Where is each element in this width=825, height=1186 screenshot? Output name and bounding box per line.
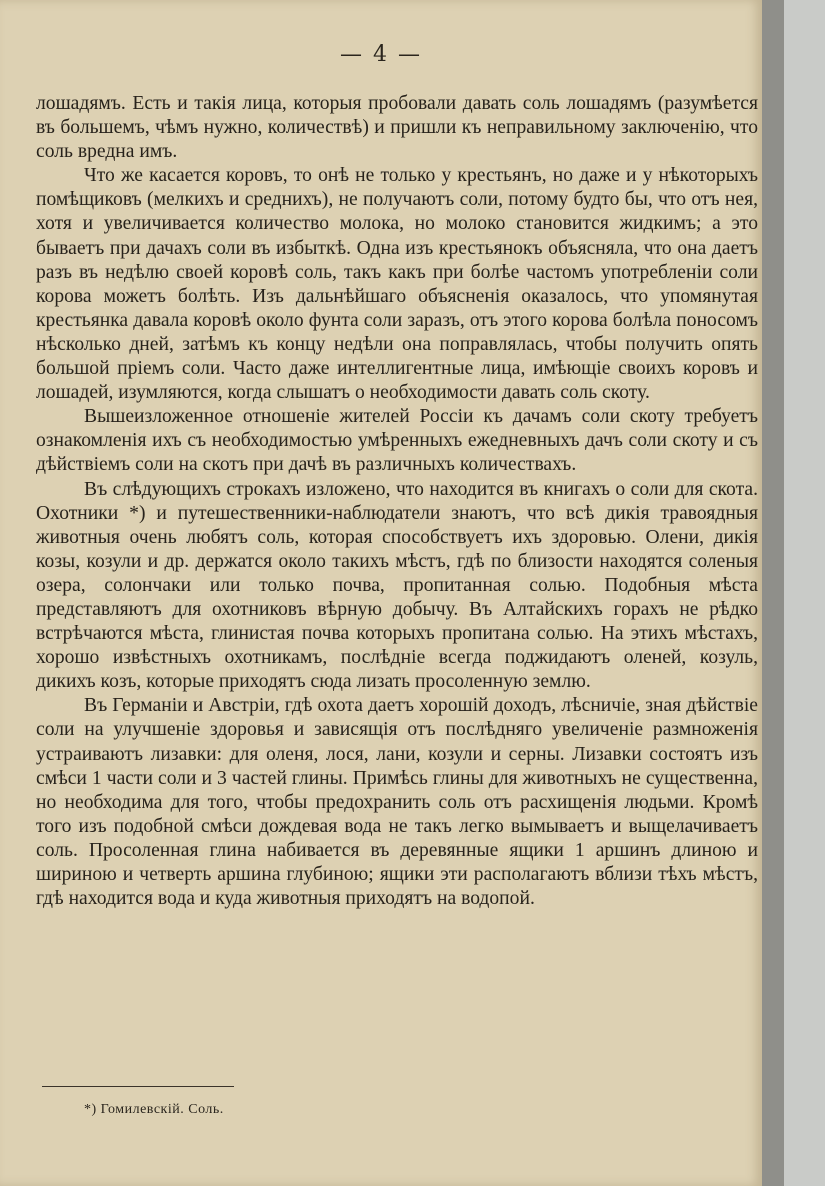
page-number: — 4 — bbox=[340, 42, 422, 67]
paragraph-continued: лошадямъ. Есть и такія лица, которыя пробовали давать соль лошадямъ (разумѣется въ большемъ, чѣмъ нужно, количествѣ) и пришли къ неправильному заключенію, что соль вредна имъ. bbox=[36, 93, 758, 163]
paragraph: Что же касается коровъ, то онѣ не только у крестьянъ, но даже и у нѣкоторыхъ помѣщиковъ (мелкихъ и среднихъ), не получаютъ соли, потому будто бы, что отъ нея, хотя и увеличивается количество молока, но молоко становится жидкимъ; а это бываетъ при дачахъ соли въ избыткѣ. Одна изъ крестьянокъ объясняла, что она даетъ разъ въ недѣлю своей коровѣ соль, такъ какъ при болѣе частомъ употребленіи соли корова можетъ болѣть. Изъ дальнѣйшаго объясненія оказалось, что упомянутая крестьянка давала коровѣ около фунта соли заразъ, отъ этого корова болѣла поносомъ нѣсколько дней, затѣмъ къ концу недѣли она поправлялась, чтобы получить опять большой пріемъ соли. Часто даже интеллигентные лица, имѣющіе своихъ коровъ и лошадей, изумляются, когда слышатъ о необходимости давать соль скоту. bbox=[36, 165, 758, 404]
paragraph: Въ слѣдующихъ строкахъ изложено, что находится въ книгахъ о соли для скота. Охотники *) и путешественники-наблюдатели знаютъ, что всѣ дикія травоядныя животныя очень любятъ соль, которая способствуетъ ихъ здоровью. Олени, дикія козы, козули и др. держатся около такихъ мѣстъ, гдѣ по близости находятся соленыя озера, солончаки или только почва, пропитанная солью. Подобныя мѣста представляютъ для охотниковъ вѣрную добычу. Въ Алтайскихъ горахъ не рѣдко встрѣчаются мѣста, глинистая почва которыхъ пропитана солью. На этихъ мѣстахъ, хорошо извѣстныхъ охотникамъ, послѣдніе всегда поджидаютъ оленей, козуль, дикихъ козъ, которые приходятъ сюда лизать просоленную землю. bbox=[36, 478, 758, 693]
footnote-divider bbox=[42, 1086, 234, 1087]
body-text bbox=[36, 92, 758, 911]
scanner-background bbox=[784, 0, 825, 1186]
page-edge-shadow bbox=[762, 0, 784, 1186]
paragraph: Въ Германіи и Австріи, гдѣ охота даетъ хорошій доходъ, лѣсничіе, зная дѣйствіе соли на улучшеніе здоровья и зависящія отъ послѣдняго увеличеніе размноженія устраиваютъ лизавки: для оленя, лося, лани, козули и серны. Лизавки состоятъ изъ смѣси 1 части соли и 3 частей глины. Примѣсь глины для животныхъ не существенна, но необходима для того, чтобы предохранить соль отъ расхищенія людьми. Кромѣ того изъ подобной смѣси дождевая вода не такъ легко вымываетъ и выщелачиваетъ соль. Просоленная глина набивается въ деревянные ящики 1 аршинъ длиною и шириною и четверть аршина глубиною; ящики эти располагаютъ вблизи тѣхъ мѣстъ, гдѣ находится вода и куда животныя приходятъ на водопой. bbox=[36, 695, 758, 910]
footnote: *) Гомилевскій. Соль. bbox=[84, 1102, 224, 1117]
paragraph: Вышеизложенное отношеніе жителей Россіи къ дачамъ соли скоту требуетъ ознакомленія ихъ съ необходимостью умѣренныхъ ежедневныхъ дачъ соли скоту и съ дѣйствіемъ соли на скотъ при дачѣ въ различныхъ количествахъ. bbox=[36, 406, 758, 476]
